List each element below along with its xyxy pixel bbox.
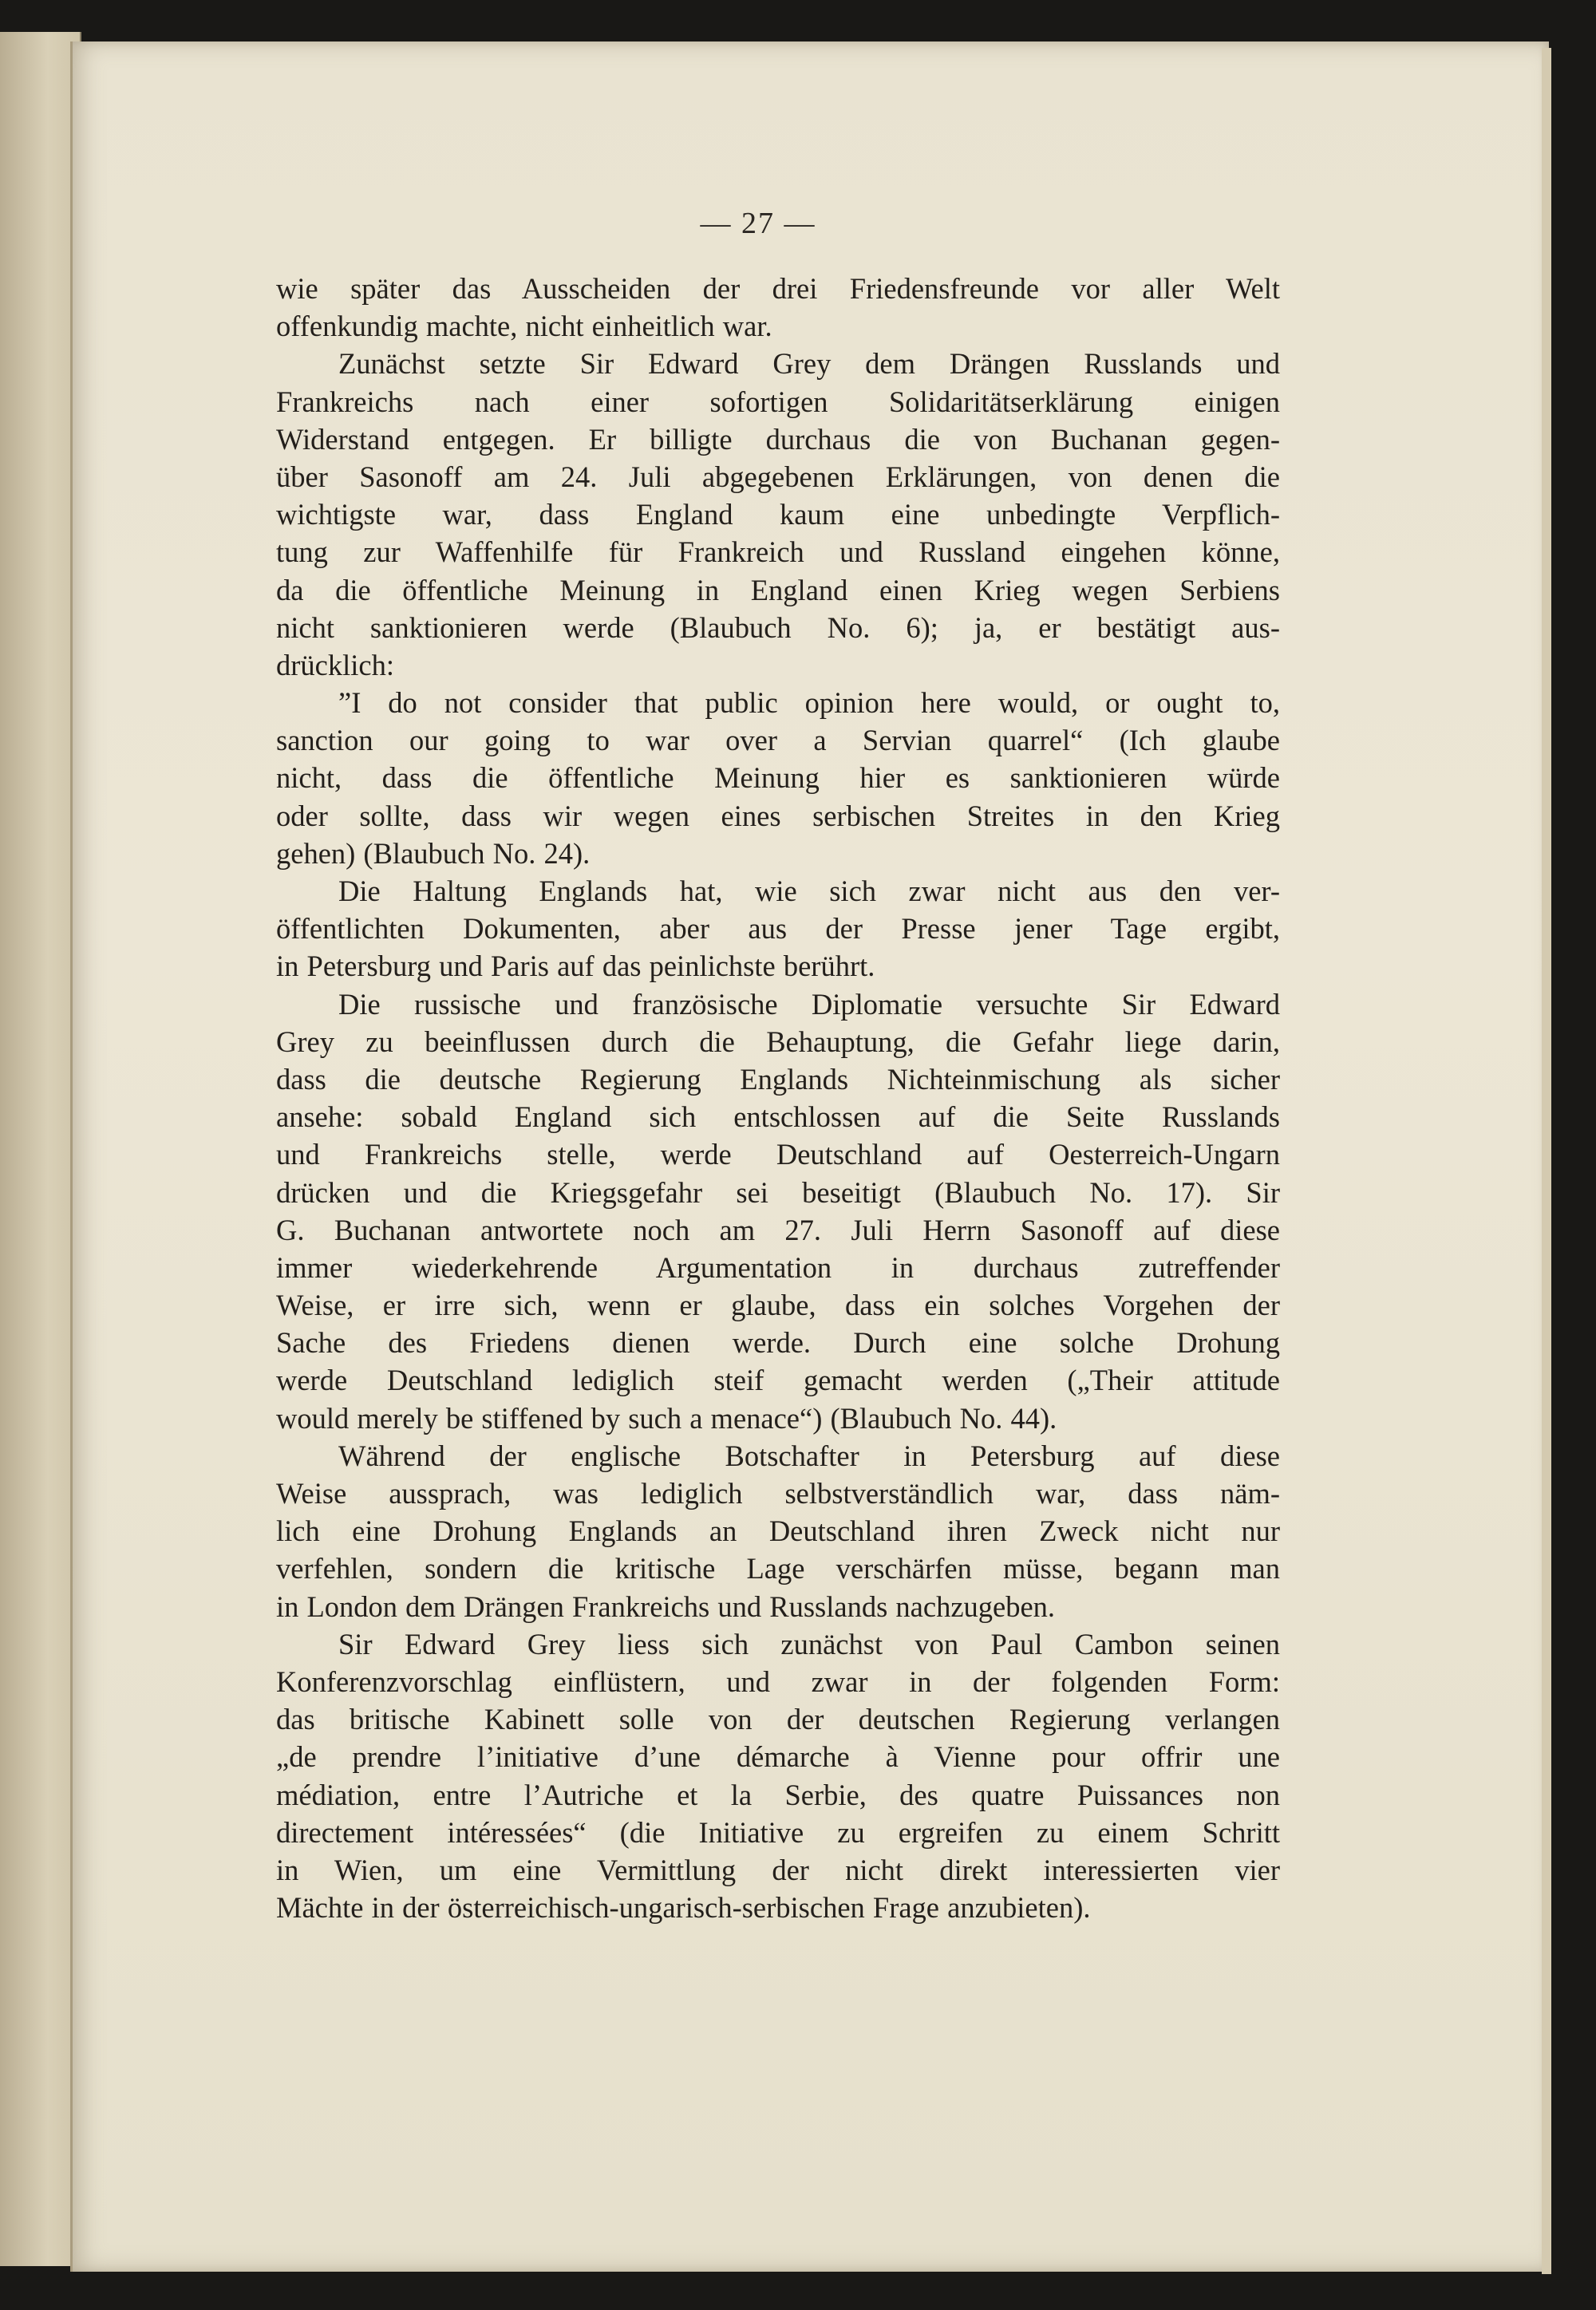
- previous-page-edge: [0, 32, 81, 2266]
- text-line: und Frankreichs stelle, werde Deutschland auf Oesterreich-Ungarn: [276, 1138, 1280, 1171]
- text-line: über Sasonoff am 24. Juli abgegebenen Erklärungen, von denen die: [276, 460, 1280, 493]
- text-line: lich eine Drohung Englands an Deutschland ihren Zweck nicht nur: [276, 1514, 1280, 1548]
- text-line: would merely be stiffened by such a menace“) (Blaubuch No. 44).: [276, 1401, 1057, 1435]
- text-line: tung zur Waffenhilfe für Frankreich und Russland eingehen könne,: [276, 535, 1280, 569]
- page-right-edge: [1542, 48, 1551, 2274]
- text-line: werde Deutschland lediglich steif gemacht werden („Their attitude: [276, 1364, 1280, 1397]
- text-line: G. Buchanan antwortete noch am 27. Juli Herrn Sasonoff auf diese: [276, 1213, 1280, 1246]
- text-line: Die Haltung Englands hat, wie sich zwar nicht aus den ver-: [338, 875, 1280, 907]
- paragraph: [276, 270, 1280, 345]
- page-number: — 27 —: [700, 207, 816, 240]
- text-line: nicht sanktionieren werde (Blaubuch No. 6); ja, er bestätigt aus-: [276, 610, 1280, 644]
- text-line: ”I do not consider that public opinion here would, or ought to,: [338, 686, 1280, 720]
- text-line: ansehe: sobald England sich entschlossen auf die Seite Russlands: [276, 1100, 1280, 1134]
- paragraph: [276, 985, 1280, 1437]
- text-line: das britische Kabinett solle von der deutschen Regierung verlangen: [276, 1703, 1280, 1736]
- text-line: wichtigste war, dass England kaum eine unbedingte Verpflich-: [276, 498, 1280, 531]
- text-line: Zunächst setzte Sir Edward Grey dem Drängen Russlands und: [338, 347, 1280, 381]
- text-line: Während der englische Botschafter in Petersburg auf diese: [338, 1439, 1280, 1472]
- text-line: sanction our going to war over a Servian quarrel“ (Ich glaube: [276, 724, 1280, 757]
- text-line: dass die deutsche Regierung Englands Nichteinmischung als sicher: [276, 1062, 1280, 1096]
- text-line: Sir Edward Grey liess sich zunächst von Paul Cambon seinen: [338, 1627, 1280, 1660]
- text-line: öffentlichten Dokumenten, aber aus der Presse jener Tage ergibt,: [276, 912, 1280, 946]
- text-line: wie später das Ausscheiden der drei Friedensfreunde vor aller Welt: [276, 272, 1280, 305]
- text-line: da die öffentliche Meinung in England einen Krieg wegen Serbiens: [276, 573, 1280, 606]
- paragraph: [276, 1625, 1280, 1927]
- text-line: Weise aussprach, was lediglich selbstverständlich war, dass näm-: [276, 1477, 1280, 1510]
- text-line: directement intéressées“ (die Initiative zu ergreifen zu einem Schritt: [276, 1815, 1280, 1849]
- body-text: [276, 270, 1280, 1926]
- text-line: Grey zu beeinflussen durch die Behauptung, die Gefahr liege darin,: [276, 1025, 1280, 1058]
- text-line: gehen) (Blaubuch No. 24).: [276, 836, 591, 870]
- text-line: in London dem Drängen Frankreichs und Russlands nachzugeben.: [276, 1589, 1056, 1623]
- paragraph: [276, 345, 1280, 684]
- paragraph: [276, 684, 1280, 872]
- paragraph: [276, 872, 1280, 985]
- text-line: drücken und die Kriegsgefahr sei beseitigt (Blaubuch No. 17). Sir: [276, 1175, 1280, 1209]
- text-line: Die russische und französische Diplomatie versuchte Sir Edward: [338, 987, 1280, 1021]
- text-line: Frankreichs nach einer sofortigen Solidaritätserklärung einigen: [276, 385, 1280, 418]
- paragraph: [276, 1437, 1280, 1625]
- text-line: oder sollte, dass wir wegen eines serbischen Streites in den Krieg: [276, 799, 1280, 832]
- text-line: verfehlen, sondern die kritische Lage verschärfen müsse, begann man: [276, 1552, 1280, 1585]
- text-line: immer wiederkehrende Argumentation in durchaus zutreffender: [276, 1250, 1280, 1284]
- text-line: „de prendre l’initiative d’une démarche à Vienne pour offrir une: [276, 1740, 1280, 1774]
- text-line: Mächte in der österreichisch-ungarisch-serbischen Frage anzubieten).: [276, 1891, 1091, 1925]
- text-line: Sache des Friedens dienen werde. Durch eine solche Drohung: [276, 1326, 1280, 1360]
- text-line: médiation, entre l’Autriche et la Serbie, des quatre Puissances non: [276, 1778, 1280, 1811]
- text-line: Konferenzvorschlag einflüstern, und zwar in der folgenden Form:: [276, 1664, 1280, 1698]
- text-line: in Wien, um eine Vermittlung der nicht direkt interessierten vier: [276, 1853, 1280, 1886]
- text-line: Widerstand entgegen. Er billigte durchaus die von Buchanan gegen-: [276, 422, 1280, 456]
- text-line: drücklich:: [276, 648, 394, 681]
- text-line: in Petersburg und Paris auf das peinlichste berührt.: [276, 950, 875, 983]
- text-line: offenkundig machte, nicht einheitlich war.: [276, 310, 772, 343]
- text-line: nicht, dass die öffentliche Meinung hier es sanktionieren würde: [276, 761, 1280, 795]
- text-line: Weise, er irre sich, wenn er glaube, dass ein solches Vorgehen der: [276, 1289, 1280, 1322]
